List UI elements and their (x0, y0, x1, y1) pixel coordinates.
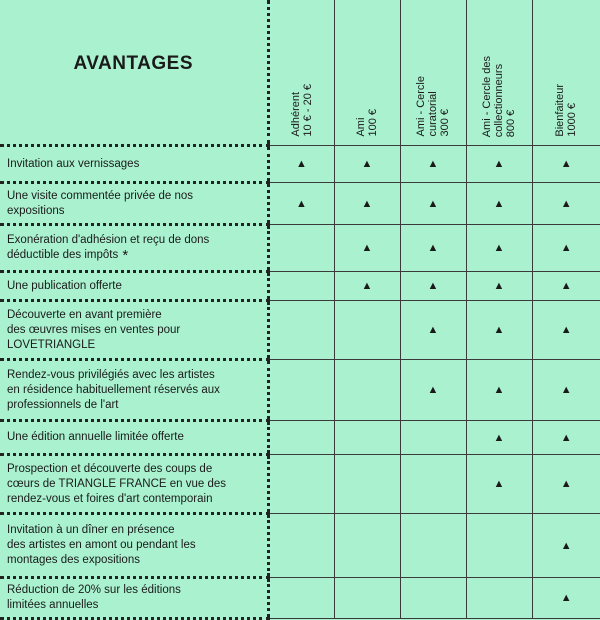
triangle-check-icon: ▲ (296, 158, 307, 170)
tier-header (334, 0, 400, 146)
tier-cell (400, 225, 466, 272)
tier-label-line: Adhérent (289, 92, 302, 137)
triangle-check-icon: ▲ (493, 158, 505, 170)
benefit-label (0, 578, 268, 619)
benefit-label-line: Une édition annuelle limitée offerte (7, 431, 184, 443)
benefit-label (0, 421, 268, 455)
benefit-label-line: Rendez-vous privilégiés avec les artistes (7, 368, 215, 381)
tier-label-line: 800 € (505, 109, 517, 137)
triangle-check-icon: ▲ (427, 197, 439, 210)
triangle-check-icon: ▲ (493, 431, 505, 444)
tier-cell (532, 272, 600, 301)
tier-label (290, 84, 314, 137)
tier-label-line: Ami - Cercle des (481, 55, 493, 137)
tier-cell (466, 360, 532, 421)
tier-label-line: 10 € - 20 € (301, 84, 314, 137)
tier-cell (268, 272, 334, 301)
tier-header (466, 0, 532, 146)
triangle-check-icon: ▲ (493, 478, 505, 490)
benefit-label (0, 146, 268, 183)
benefit-label-line: Réduction de 20% sur les éditions (7, 584, 181, 596)
benefit-label-line: Une publication offerte (7, 279, 122, 292)
tier-cell (466, 225, 532, 272)
benefit-label-line: déductible des impôts (7, 249, 119, 261)
triangle-check-icon: ▲ (560, 431, 572, 444)
tier-label-line: Bienfaiteur (554, 84, 567, 137)
tier-cell (334, 146, 400, 183)
triangle-check-icon: ▲ (560, 324, 572, 336)
tier-cell (532, 578, 600, 619)
benefit-label-line: LOVETRIANGLE (7, 338, 96, 351)
tier-label-line: 1000 € (566, 103, 579, 137)
tier-label-line: collectionneurs (493, 63, 505, 137)
tier-cell (334, 578, 400, 619)
table-body (0, 146, 600, 619)
triangle-check-icon: ▲ (560, 242, 572, 254)
table-row (0, 578, 600, 619)
tier-cell (400, 272, 466, 301)
triangle-check-icon: ▲ (560, 158, 572, 170)
triangle-check-icon: ▲ (493, 280, 505, 292)
triangle-check-icon: ▲ (493, 324, 505, 336)
tier-header (400, 0, 466, 146)
tier-cell (532, 455, 600, 514)
tier-cell (466, 455, 532, 514)
benefit-label (0, 514, 268, 578)
benefit-label-line: Une visite commentée privée de nos (7, 189, 194, 202)
triangle-check-icon: ▲ (296, 197, 307, 210)
tier-label-line: Ami (355, 118, 367, 137)
tier-cell (532, 225, 600, 272)
triangle-check-icon: ▲ (427, 242, 439, 254)
benefit-label-line: cœurs de TRIANGLE FRANCE en vue des (7, 477, 226, 490)
tier-cell (466, 301, 532, 360)
tier-cell (466, 514, 532, 578)
benefit-label-line: montages des expositions (7, 554, 140, 566)
benefit-label (0, 301, 268, 360)
tier-cell (466, 183, 532, 225)
tier-cell (268, 146, 334, 183)
table-row (0, 455, 600, 514)
tier-cell (400, 514, 466, 578)
tier-label-line: Ami - Cercle (415, 76, 427, 137)
table-row (0, 301, 600, 360)
tier-cell (268, 360, 334, 421)
tier-cell (334, 272, 400, 301)
triangle-check-icon: ▲ (560, 539, 572, 552)
tier-cell (334, 301, 400, 360)
tier-label-line: 300 € (439, 109, 451, 137)
tier-cell (466, 421, 532, 455)
triangle-check-icon: ▲ (427, 280, 439, 292)
tier-cell (400, 578, 466, 619)
triangle-check-icon: ▲ (427, 158, 439, 170)
table-row (0, 514, 600, 578)
benefit-label-line: des œuvres mises en ventes pour (7, 323, 181, 336)
tier-cell (532, 146, 600, 183)
triangle-check-icon: ▲ (560, 197, 572, 210)
triangle-check-icon: ▲ (361, 242, 373, 254)
tier-cell (532, 301, 600, 360)
tier-cell (268, 183, 334, 225)
benefit-label-line: professionnels de l'art (7, 398, 119, 411)
asterisk-footnote-mark: * (118, 247, 129, 264)
tier-cell (466, 146, 532, 183)
benefit-label (0, 183, 268, 225)
tier-cell (400, 183, 466, 225)
benefit-label-line: limitées annuelles (7, 599, 99, 611)
benefit-label-line: Découverte en avant première (7, 308, 162, 321)
triangle-check-icon: ▲ (493, 384, 505, 396)
benefit-label (0, 225, 268, 272)
tier-cell (268, 514, 334, 578)
triangle-check-icon: ▲ (427, 324, 439, 336)
tier-cell (400, 455, 466, 514)
triangle-check-icon: ▲ (493, 197, 505, 210)
benefit-label (0, 455, 268, 514)
tier-cell (268, 301, 334, 360)
tier-cell (334, 225, 400, 272)
header-row (0, 0, 600, 146)
tier-cell (268, 455, 334, 514)
tier-cell (268, 421, 334, 455)
tier-label (481, 56, 517, 137)
benefit-label-line: des artistes en amont ou pendant les (7, 539, 196, 551)
tier-label (554, 84, 578, 137)
table-row (0, 225, 600, 272)
tier-cell (466, 578, 532, 619)
benefit-label (0, 360, 268, 421)
benefit-label-line: expositions (7, 204, 65, 217)
triangle-check-icon: ▲ (427, 384, 439, 396)
tier-cell (466, 272, 532, 301)
benefit-label-line: Invitation aux vernissages (7, 157, 140, 170)
tier-cell (268, 578, 334, 619)
table-row (0, 146, 600, 183)
tier-cell (268, 225, 334, 272)
tier-cell (400, 421, 466, 455)
triangle-check-icon: ▲ (560, 280, 572, 292)
tier-label-line: 100 € (367, 109, 379, 137)
tier-cell (532, 183, 600, 225)
benefit-label (0, 272, 268, 301)
benefit-label-line: rendez-vous et foires d'art contemporain (7, 492, 213, 505)
triangle-check-icon: ▲ (361, 280, 373, 292)
tier-cell (400, 146, 466, 183)
table-title: AVANTAGES (0, 0, 268, 146)
tier-cell (334, 360, 400, 421)
table-row (0, 421, 600, 455)
tier-cell (532, 421, 600, 455)
tier-label (355, 109, 379, 137)
triangle-check-icon: ▲ (361, 158, 373, 170)
table-row (0, 183, 600, 225)
benefit-label-line: Prospection et découverte des coups de (7, 462, 213, 475)
tier-header (268, 0, 334, 146)
triangle-check-icon: ▲ (560, 384, 572, 396)
tier-cell (334, 514, 400, 578)
tier-cell (334, 455, 400, 514)
tier-cell (334, 421, 400, 455)
triangle-check-icon: ▲ (361, 197, 373, 210)
table-row (0, 272, 600, 301)
benefit-label-line: en résidence habituellement réservés aux (7, 383, 220, 396)
tier-label (415, 76, 451, 137)
tier-cell (532, 360, 600, 421)
benefit-label-line: Exonération d'adhésion et reçu de dons (7, 234, 210, 246)
tier-cell (532, 514, 600, 578)
tier-header (532, 0, 600, 146)
triangle-check-icon: ▲ (560, 478, 572, 490)
tier-cell (400, 360, 466, 421)
table-row (0, 360, 600, 421)
triangle-check-icon: ▲ (493, 242, 505, 254)
triangle-check-icon: ▲ (560, 592, 572, 604)
tier-cell (334, 183, 400, 225)
tier-label-line: curatorial (427, 91, 439, 137)
tier-cell (400, 301, 466, 360)
benefit-label-line: Invitation à un dîner en présence (7, 524, 175, 536)
